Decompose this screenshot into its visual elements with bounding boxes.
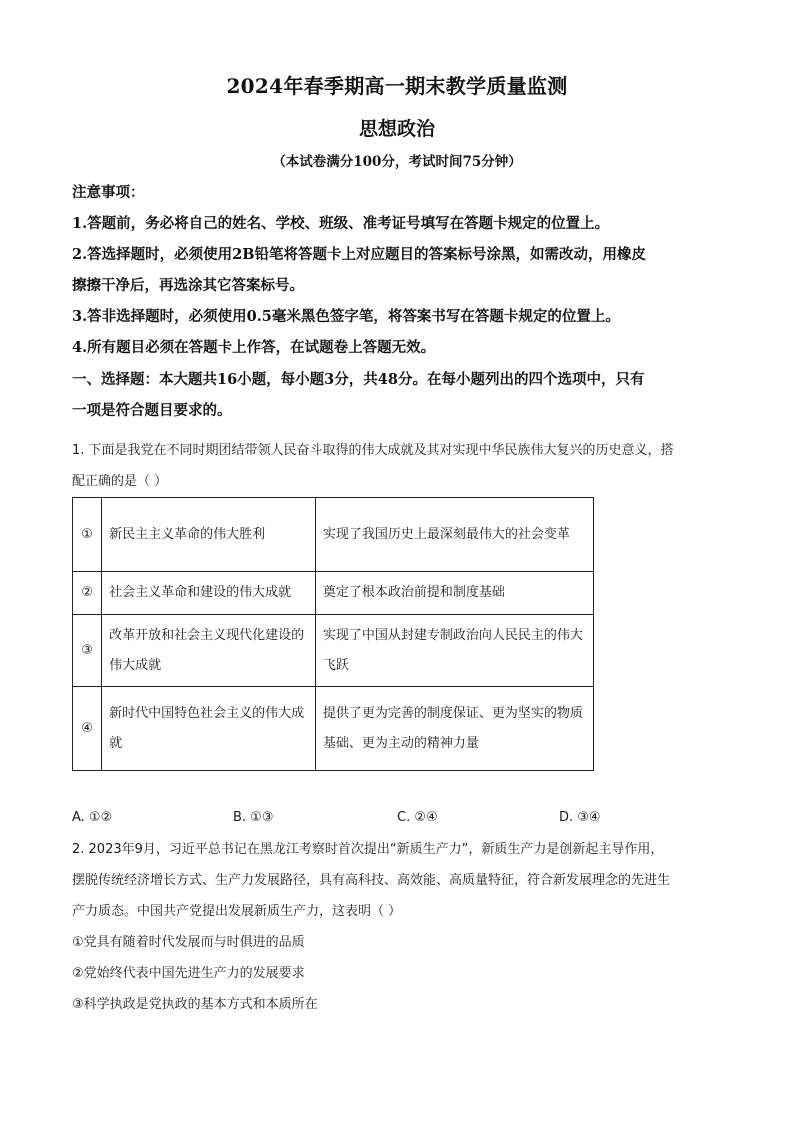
q2-item-1: ①党具有随着时代发展而与时俱进的品质 [72,935,305,950]
note-item-2: 2.答选择题时，必须使用2B铅笔将答题卡上对应题目的答案标号涂黑，如需改动，用橡皮 [72,246,646,263]
exam-info: （本试卷满分100分，考试时间75分钟） [272,154,522,170]
row-number: ② [73,572,102,615]
row-number: ④ [73,687,102,771]
q2-item-3: ③科学执政是党执政的基本方式和本质所在 [72,997,318,1012]
achievement-cell: 社会主义革命和建设的伟大成就 [102,572,316,615]
row-number: ① [73,498,102,572]
note-item-3: 3.答非选择题时，必须使用0.5毫米黑色签字笔，将答案书写在答题卡规定的位置上。 [72,308,620,325]
meaning-cell: 实现了我国历史上最深刻最伟大的社会变革 [315,498,593,572]
notes-heading: 注意事项： [72,184,145,201]
q1-option-d[interactable]: D. ③④ [559,810,601,825]
q2-stem: 2. 2023年9月，习近平总书记在黑龙江考察时首次提出“新质生产力”，新质生产力是创新起主导作用， [72,842,664,857]
note-item-4: 4.所有题目必须在答题卡上作答，在试题卷上答题无效。 [72,339,436,356]
q2-stem-cont-1: 摆脱传统经济增长方式、生产力发展路径，具有高科技、高效能、高质量特征，符合新发展理念的先进生 [72,873,671,888]
achievement-cell: 改革开放和社会主义现代化建设的伟大成就 [102,615,316,687]
table-row [73,687,594,771]
achievement-cell: 新时代中国特色社会主义的伟大成就 [102,687,316,771]
q2-item-2: ②党始终代表中国先进生产力的发展要求 [72,966,305,981]
q1-stem-cont: 配正确的是（ ） [72,474,168,489]
q1-table [72,497,594,771]
note-item-2-cont: 擦擦干净后，再选涂其它答案标号。 [72,277,304,294]
meaning-cell: 提供了更为完善的制度保证、更为坚实的物质基础、更为主动的精神力量 [315,687,593,771]
note-item-1: 1.答题前，务必将自己的姓名、学校、班级、准考证号填写在答题卡规定的位置上。 [72,215,610,232]
q1-option-b[interactable]: B. ①③ [233,810,274,825]
subject-title: 思想政治 [358,118,435,140]
meaning-cell: 奠定了根本政治前提和制度基础 [315,572,593,615]
q1-stem: 1. 下面是我党在不同时期团结带领人民奋斗取得的伟大成就及其对实现中华民族伟大复兴的历史意义，搭 [72,443,674,458]
section-heading-cont: 一项是符合题目要求的。 [72,402,232,419]
q1-option-c[interactable]: C. ②④ [397,810,438,825]
table-row [73,572,594,615]
row-number: ③ [73,615,102,687]
table-row [73,615,594,687]
table-row [73,498,594,572]
achievement-cell: 新民主主义革命的伟大胜利 [102,498,316,572]
q2-stem-cont-2: 产力质态。中国共产党提出发展新质生产力，这表明（ ） [72,904,402,919]
q1-option-a[interactable]: A. ①② [72,810,113,825]
section-heading: 一、选择题：本大题共16小题，每小题3分，共48分。在每小题列出的四个选项中，只有 [72,371,645,388]
exam-title: 2024年春季期高一期末教学质量监测 [226,74,568,98]
meaning-cell: 实现了中国从封建专制政治向人民民主的伟大飞跃 [315,615,593,687]
